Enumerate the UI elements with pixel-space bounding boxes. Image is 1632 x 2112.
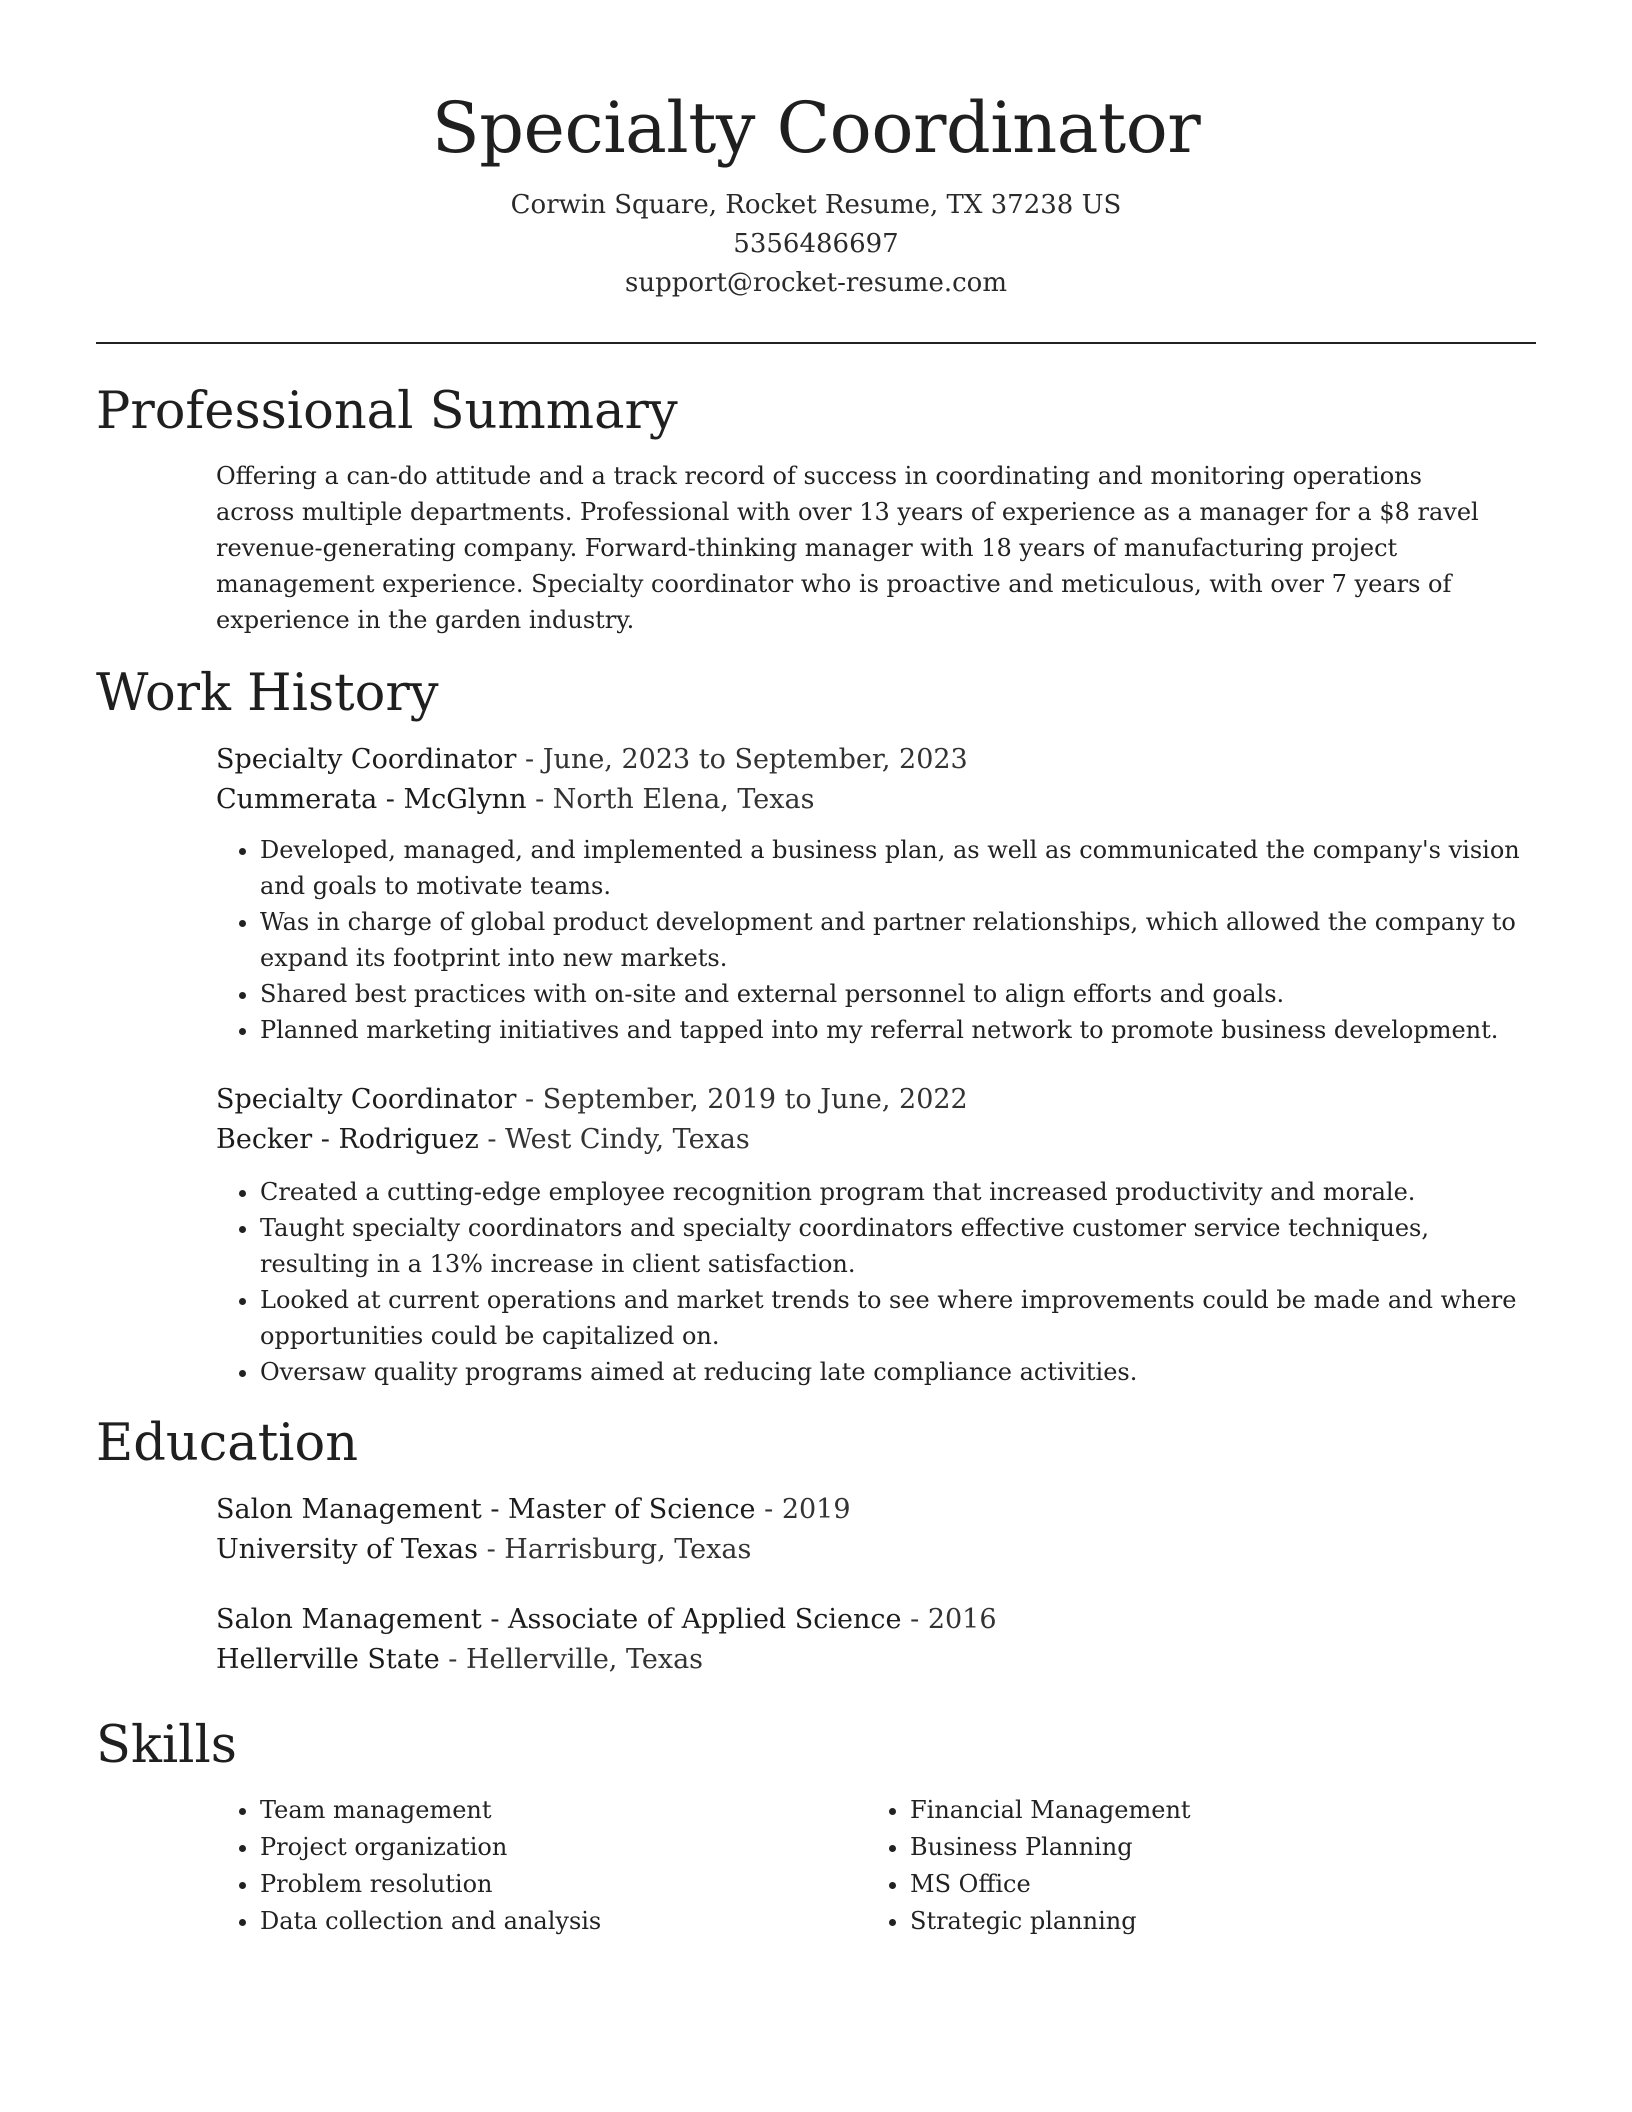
section-title-education: Education <box>96 1414 359 1473</box>
list-item: • Developed, managed, and implemented a business plan, as well as communicated the company's vision and goals to motivate teams. <box>260 832 1536 904</box>
section-title-summary: Professional Summary <box>96 382 678 441</box>
education-location: - Hellerville, Texas <box>439 1644 704 1675</box>
job-bullet-list <box>216 1174 1536 1390</box>
skill-item: • Project organization <box>260 1829 866 1866</box>
education-school-line <box>216 1640 1536 1680</box>
education-degree-line <box>216 1490 1536 1530</box>
skill-item: • MS Office <box>910 1866 1516 1903</box>
education-school: University of Texas <box>216 1534 478 1565</box>
skills-list <box>216 1792 866 1940</box>
list-item: • Oversaw quality programs aimed at reducing late compliance activities. <box>260 1354 1536 1390</box>
education-degree-line <box>216 1600 1536 1640</box>
skill-item: • Problem resolution <box>260 1866 866 1903</box>
education-location: - Harrisburg, Texas <box>478 1534 752 1565</box>
education-school-line <box>216 1530 1536 1570</box>
summary-text: Offering a can-do attitude and a track record of success in coordinating and monitoring operations across multiple departments. Professional with over 13 years of experience as a manager for a $8 ravel revenue-generating company. Forward-thinking manager with 18 years of manufacturing project management experience. Specialty coordinator who is proactive and meticulous, with over 7 years of experience in the garden industry. <box>216 462 1479 634</box>
job-bullet-list <box>216 832 1536 1048</box>
skill-item: • Team management <box>260 1792 866 1829</box>
resume-header <box>0 0 1632 303</box>
skill-item: • Strategic planning <box>910 1903 1516 1940</box>
contact-phone: 5356486697 <box>733 229 899 259</box>
job-entry <box>216 1080 1536 1390</box>
job-role: Specialty Coordinator <box>216 744 517 775</box>
skills-list <box>866 1792 1516 1940</box>
job-company-line <box>216 1120 1536 1160</box>
job-company: Becker - Rodriguez <box>216 1124 479 1155</box>
job-company-line <box>216 780 1536 820</box>
section-title-skills: Skills <box>96 1716 237 1775</box>
job-location: - North Elena, Texas <box>526 784 815 815</box>
skill-item: • Financial Management <box>910 1792 1516 1829</box>
job-entry <box>216 740 1536 1048</box>
education-entry <box>216 1600 1536 1680</box>
skills-column-left <box>216 1792 866 1940</box>
contact-email: support@rocket-resume.com <box>624 268 1007 298</box>
list-item: • Looked at current operations and market trends to see where improvements could be made and where opportunities could be capitalized on. <box>260 1282 1536 1354</box>
job-dates: - June, 2023 to September, 2023 <box>516 744 968 775</box>
job-location: - West Cindy, Texas <box>478 1124 750 1155</box>
job-role: Specialty Coordinator <box>216 1084 517 1115</box>
education-entry <box>216 1490 1536 1570</box>
list-item: • Taught specialty coordinators and specialty coordinators effective customer service techniques, resulting in a 13% increase in client satisfaction. <box>260 1210 1536 1282</box>
skill-item: • Data collection and analysis <box>260 1903 866 1940</box>
education-year: - 2016 <box>901 1604 997 1635</box>
skill-item: • Business Planning <box>910 1829 1516 1866</box>
list-item: • Planned marketing initiatives and tapped into my referral network to promote business development. <box>260 1012 1536 1048</box>
contact-address: Corwin Square, Rocket Resume, TX 37238 US <box>510 190 1122 220</box>
list-item: • Shared best practices with on-site and external personnel to align efforts and goals. <box>260 976 1536 1012</box>
education-year: - 2019 <box>755 1494 851 1525</box>
job-title-line <box>216 740 1536 780</box>
header-divider <box>96 342 1536 344</box>
candidate-name: Specialty Coordinator <box>431 87 1201 169</box>
education-field: Salon Management - Master of Science <box>216 1494 756 1525</box>
section-title-work-history: Work History <box>96 664 439 723</box>
job-dates: - September, 2019 to June, 2022 <box>516 1084 968 1115</box>
skills-grid <box>216 1792 1536 1940</box>
summary-block <box>216 458 1536 638</box>
job-title-line <box>216 1080 1536 1120</box>
job-company: Cummerata - McGlynn <box>216 784 527 815</box>
skills-column-right <box>866 1792 1516 1940</box>
education-field: Salon Management - Associate of Applied Science <box>216 1604 902 1635</box>
list-item: • Was in charge of global product development and partner relationships, which allowed the company to expand its footprint into new markets. <box>260 904 1536 976</box>
education-school: Hellerville State <box>216 1644 440 1675</box>
list-item: • Created a cutting-edge employee recognition program that increased productivity and morale. <box>260 1174 1536 1210</box>
